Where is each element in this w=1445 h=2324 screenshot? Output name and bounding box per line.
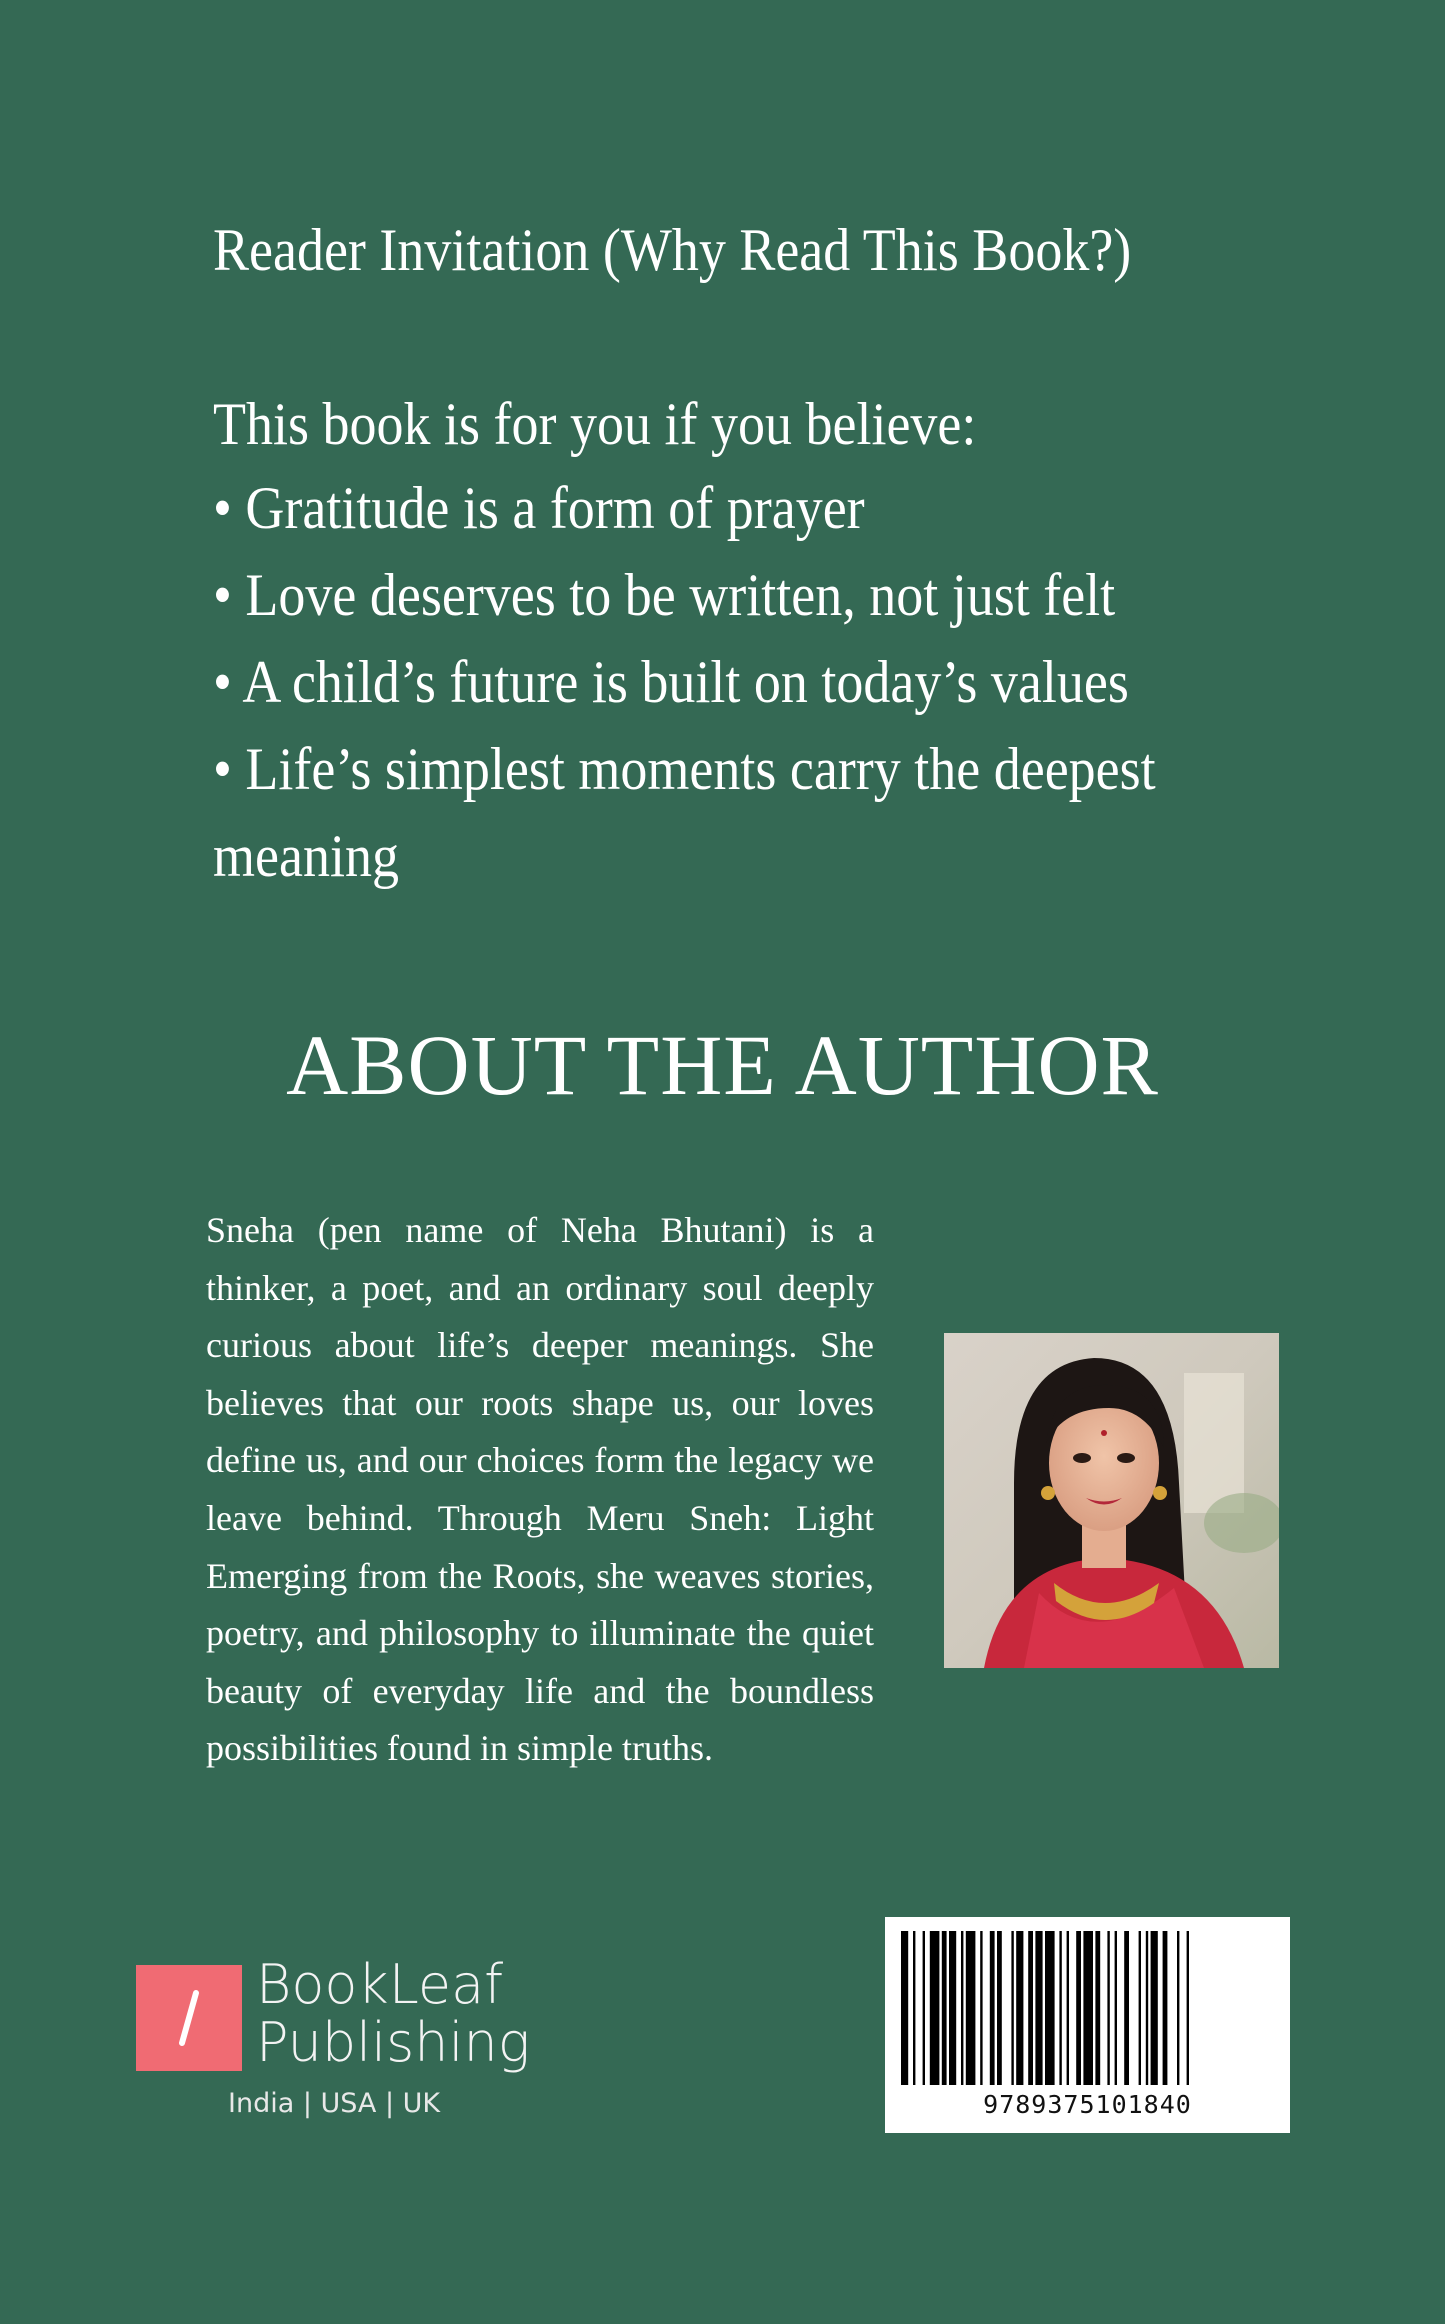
barcode-bar (901, 1931, 908, 2085)
barcode-bar (1146, 1931, 1148, 2085)
about-author-heading: ABOUT THE AUTHOR (286, 1017, 1159, 1113)
beliefs-list (213, 465, 1185, 900)
belief-item: • Love deserves to be written, not just felt (213, 562, 1116, 628)
publisher-name-line2: Publishing (256, 2011, 531, 2074)
barcode-bar (966, 1931, 976, 2085)
barcode-bar (1016, 1931, 1023, 2085)
barcode-bar (980, 1931, 982, 2085)
publisher-regions: India | USA | UK (228, 2088, 441, 2119)
barcode-bar (949, 1931, 956, 2085)
barcode-bar (1083, 1931, 1093, 2085)
barcode-bars (885, 1917, 1290, 2092)
barcode-bar (1177, 1931, 1179, 2085)
barcode-bar (1076, 1931, 1081, 2085)
barcode-bar (913, 1931, 915, 2085)
barcode-bar (1187, 1931, 1189, 2085)
bookleaf-logo-icon (136, 1965, 242, 2071)
barcode-bar (1151, 1931, 1158, 2085)
barcode-bar (1045, 1931, 1055, 2085)
belief-item: • Life’s simplest moments carry the deepest meaning (213, 736, 1156, 889)
barcode-bar (1139, 1931, 1141, 2085)
reader-invitation-intro: This book is for you if you believe: (213, 391, 977, 457)
barcode-bar (1124, 1931, 1129, 2085)
barcode-bar (961, 1931, 963, 2085)
barcode-bar (1163, 1931, 1168, 2085)
barcode-bar (1095, 1931, 1100, 2085)
author-bio: Sneha (pen name of Neha Bhutani) is a thinker, a poet, and an ordinary soul deeply curious about life’s deeper meanings. She believes that our roots shape us, our loves define us, and our choices form the legacy we leave behind. Through Meru Sneh: Light Emerging from the Roots, she weaves stories, poetry, and philosophy to illuminate the quiet beauty of everyday life and the boundless possibilities found in simple truths. (206, 1210, 874, 1769)
reader-invitation-heading: Reader Invitation (Why Read This Book?) (213, 217, 1132, 283)
barcode-bar (1035, 1931, 1042, 2085)
barcode-bar (1059, 1931, 1061, 2085)
barcode-bar (1067, 1931, 1069, 2085)
barcode-bar (1028, 1931, 1033, 2085)
barcode-bar (1107, 1931, 1109, 2085)
publisher-name-line1: BookLeaf (256, 1953, 504, 2016)
barcode-bar (923, 1931, 925, 2085)
barcode-bar (1115, 1931, 1117, 2085)
barcode-bar (942, 1931, 947, 2085)
publisher-logo (136, 1955, 556, 2135)
belief-item: • A child’s future is built on today’s values (213, 649, 1129, 715)
barcode-bar (990, 1931, 995, 2085)
barcode-bar (997, 1931, 1002, 2085)
isbn-number: 9789375101840 (983, 2090, 1192, 2119)
belief-item: • Gratitude is a form of prayer (213, 475, 865, 541)
barcode (885, 1917, 1290, 2133)
barcode-bar (930, 1931, 940, 2085)
barcode-bar (1011, 1931, 1013, 2085)
author-photo (944, 1333, 1279, 1668)
